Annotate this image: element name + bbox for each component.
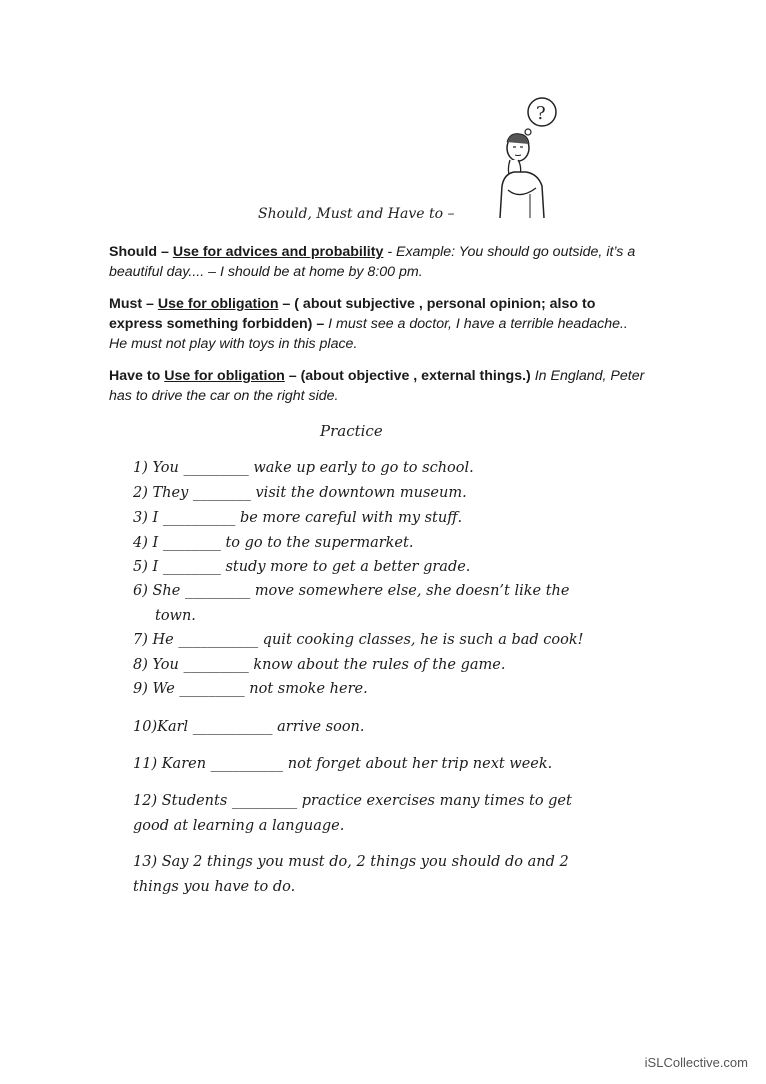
thinking-man-illustration	[490, 90, 574, 218]
exercise-item: 9) We _________ not smoke here.	[133, 681, 368, 697]
worksheet-title: Should, Must and Have to –	[258, 206, 455, 222]
exercise-item: 5) I ________ study more to get a better grade.	[133, 559, 471, 575]
must-example: I must see a doctor, I have a terrible headache.. He must not play with toys in this place.	[109, 316, 628, 352]
must-paragraph	[109, 294, 649, 354]
svg-text:?: ?	[536, 103, 546, 124]
have-to-example: In England, Peter has to drive the car on the right side.	[109, 368, 645, 404]
watermark: iSLCollective.com	[644, 1055, 748, 1070]
exercise-item: 6) She _________ move somewhere else, she doesn’t like the	[133, 583, 570, 599]
have-to-note: – (about objective , external things.)	[284, 368, 535, 384]
have-to-paragraph	[109, 366, 649, 406]
exercise-item: 12) Students _________ practice exercises many times to get	[133, 793, 572, 809]
have-to-usage: Use for obligation	[164, 368, 285, 384]
exercise-item: 10)Karl ___________ arrive soon.	[133, 719, 365, 735]
exercise-item-continuation: things you have to do.	[133, 879, 296, 895]
must-term: Must –	[109, 296, 154, 312]
exercise-item: 1) You _________ wake up early to go to school.	[133, 460, 474, 476]
exercise-item: 11) Karen __________ not forget about her trip next week.	[133, 756, 553, 772]
exercise-item: 3) I __________ be more careful with my stuff.	[133, 510, 463, 526]
exercise-item: 4) I ________ to go to the supermarket.	[133, 535, 414, 551]
must-note: – ( about subjective , personal opinion; also to express something forbidden) –	[109, 296, 596, 332]
exercise-item: 7) He ___________ quit cooking classes, he is such a bad cook!	[133, 632, 584, 648]
practice-heading: Practice	[320, 422, 383, 440]
exercise-item: 8) You _________ know about the rules of the game.	[133, 657, 506, 673]
have-to-term: Have to	[109, 368, 165, 384]
should-usage: Use for advices and probability	[172, 244, 384, 260]
should-example: - Example: You should go outside, it’s a beautiful day.... – I should be at home by 8:00 pm.	[109, 244, 636, 280]
should-paragraph	[109, 242, 649, 282]
exercise-item-continuation: town.	[155, 608, 196, 624]
exercise-item-continuation: good at learning a language.	[133, 818, 345, 834]
exercise-item: 2) They ________ visit the downtown museum.	[133, 485, 467, 501]
should-term: Should –	[109, 244, 169, 260]
exercise-item: 13) Say 2 things you must do, 2 things you should do and 2	[133, 854, 569, 870]
must-usage: Use for obligation	[157, 296, 279, 312]
